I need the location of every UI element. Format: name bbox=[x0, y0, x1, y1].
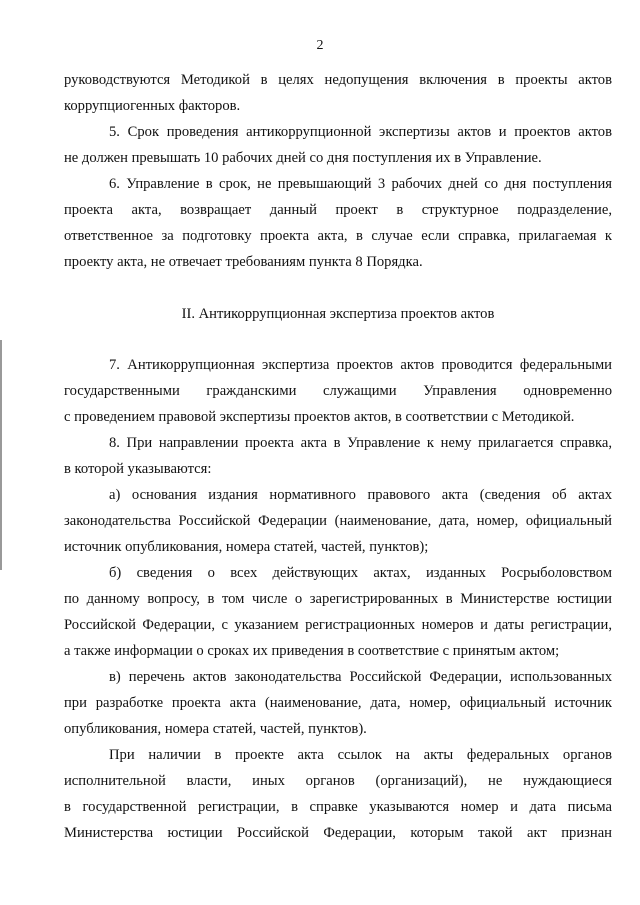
text-line: Министерства юстиции Российской Федерации, которым такой акт признан bbox=[64, 825, 612, 841]
text-line: а) основания издания нормативного правового акта (сведения об актах bbox=[109, 487, 612, 503]
text-line: с проведением правовой экспертизы проектов актов, в соответствии с Методикой. bbox=[64, 409, 575, 425]
text-line: законодательства Российской Федерации (наименование, дата, номер, официальный bbox=[64, 513, 612, 529]
text-line: не должен превышать 10 рабочих дней со дня поступления их в Управление. bbox=[64, 150, 542, 166]
text-line: исполнительной власти, иных органов (организаций), не нуждающиеся bbox=[64, 773, 612, 789]
text-line: государственными гражданскими служащими Управления одновременно bbox=[64, 383, 612, 399]
text-line: б) сведения о всех действующих актах, изданных Росрыболовством bbox=[109, 565, 612, 581]
text-line: При наличии в проекте акта ссылок на акты федеральных органов bbox=[109, 747, 612, 763]
text-line: руководствуются Методикой в целях недопущения включения в проекты актов bbox=[64, 72, 612, 88]
scan-edge-mark bbox=[0, 340, 2, 570]
text-line: Российской Федерации, с указанием регистрационных номеров и даты регистрации, bbox=[64, 617, 612, 633]
text-line: ответственное за подготовку проекта акта, в случае если справка, прилагаемая к bbox=[64, 228, 612, 244]
text-line: по данному вопросу, в том числе о зарегистрированных в Министерстве юстиции bbox=[64, 591, 612, 607]
text-line: проекту акта, не отвечает требованиям пункта 8 Порядка. bbox=[64, 254, 423, 270]
text-line: 6. Управление в срок, не превышающий 3 рабочих дней со дня поступления bbox=[109, 176, 612, 192]
text-line: коррупциогенных факторов. bbox=[64, 98, 241, 114]
text-line: источник опубликования, номера статей, частей, пунктов); bbox=[64, 539, 429, 555]
text-line: а также информации о сроках их приведения в соответствие с принятым актом; bbox=[64, 643, 560, 659]
text-line: 5. Срок проведения антикоррупционной экспертизы актов и проектов актов bbox=[109, 124, 612, 140]
text-line: 7. Антикоррупционная экспертиза проектов актов проводится федеральными bbox=[109, 357, 612, 373]
page-number: 2 bbox=[316, 38, 324, 53]
text-line: проекта акта, возвращает данный проект в структурное подразделение, bbox=[64, 202, 612, 218]
text-line: в государственной регистрации, в справке указываются номер и дата письма bbox=[64, 799, 612, 815]
text-line: в которой указываются: bbox=[64, 461, 212, 477]
text-line: в) перечень актов законодательства Российской Федерации, использованных bbox=[109, 669, 612, 685]
text-line: при разработке проекта акта (наименование, дата, номер, официальный источник bbox=[64, 695, 612, 711]
section-heading: II. Антикоррупционная экспертиза проектов актов bbox=[181, 306, 495, 322]
text-line: опубликования, номера статей, частей, пунктов). bbox=[64, 721, 367, 737]
text-line: 8. При направлении проекта акта в Управление к нему прилагается справка, bbox=[109, 435, 612, 451]
